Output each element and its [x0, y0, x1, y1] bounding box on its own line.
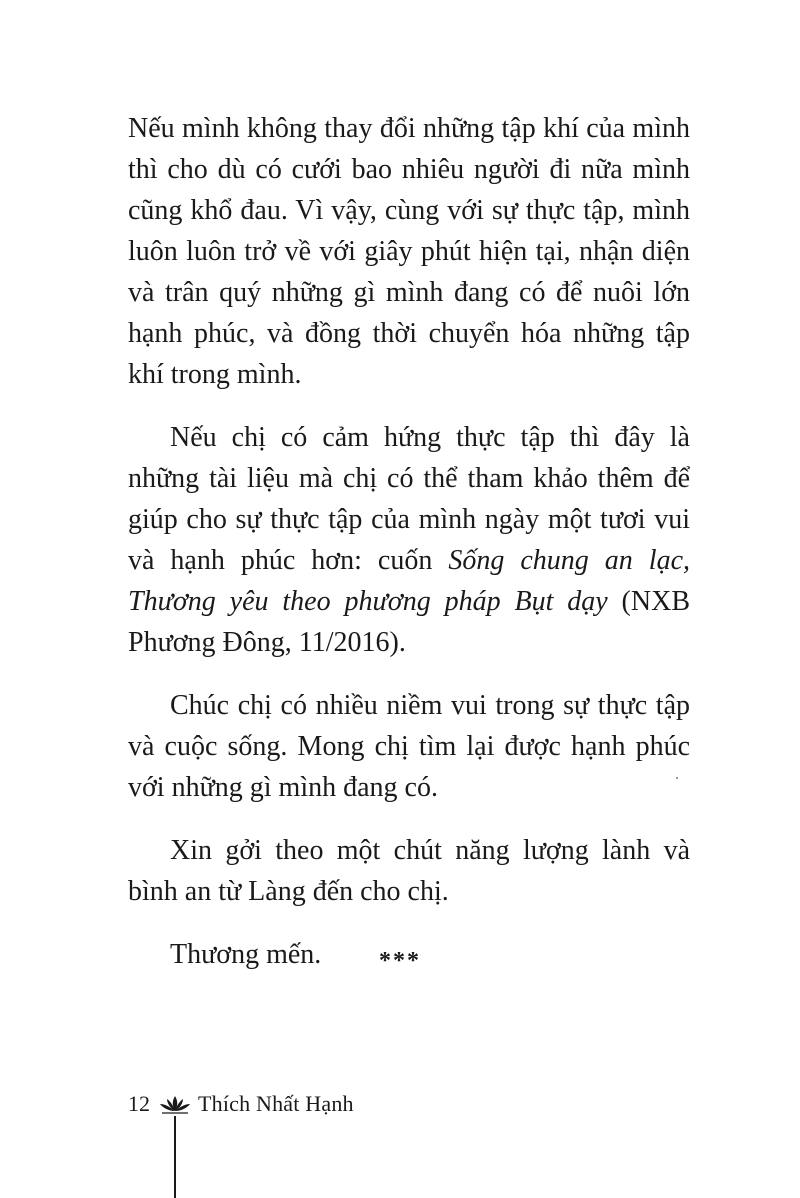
page-body [128, 108, 691, 997]
paragraph-1 [128, 108, 690, 395]
paragraph-2-text-after: (NXB Phương Đông, 11/2016). [128, 586, 690, 658]
paragraph-3-text: Chúc chị có nhiều niềm vui trong sự thực tập và cuộc sống. Mong chị tìm lại được hạnh phúc với những gì mình đang có. [128, 690, 690, 803]
book-title: Sống chung an lạc, Thương yêu theo phương pháp Bụt dạy [128, 545, 691, 617]
print-speck [676, 777, 678, 779]
page-number: 12 [128, 1091, 150, 1116]
paragraph-2-text-before: Nếu chị có cảm hứng thực tập thì đây là những tài liệu mà chị có thể tham khảo thêm để giúp cho sự thực tập của mình ngày một tươi vui và hạnh phúc hơn: cuốn [128, 422, 690, 576]
paragraph-4-text: Xin gởi theo một chút năng lượng lành và bình an từ Làng đến cho chị. [128, 835, 690, 907]
running-title: Thích Nhất Hạnh [198, 1091, 354, 1116]
lotus-icon [158, 1094, 192, 1116]
closing-text: Thương mến. [170, 939, 322, 970]
paragraph-2 [128, 417, 690, 663]
paragraph-3 [128, 685, 690, 808]
paragraph-4 [128, 830, 690, 912]
footer-vertical-rule [174, 1116, 176, 1198]
paragraph-1-text: Nếu mình không thay đổi những tập khí của mình thì cho dù có cưới bao nhiêu người đi nữa mình cũng khổ đau. Vì vậy, cùng với sự thực tập, mình luôn luôn trở về với giây phút hiện tại, nhận diện và trân quý những gì mình đang có để nuôi lớn hạnh phúc, và đồng thời chuyển hóa những tập khí trong mình. [128, 113, 690, 390]
section-separator: *** [379, 948, 421, 974]
